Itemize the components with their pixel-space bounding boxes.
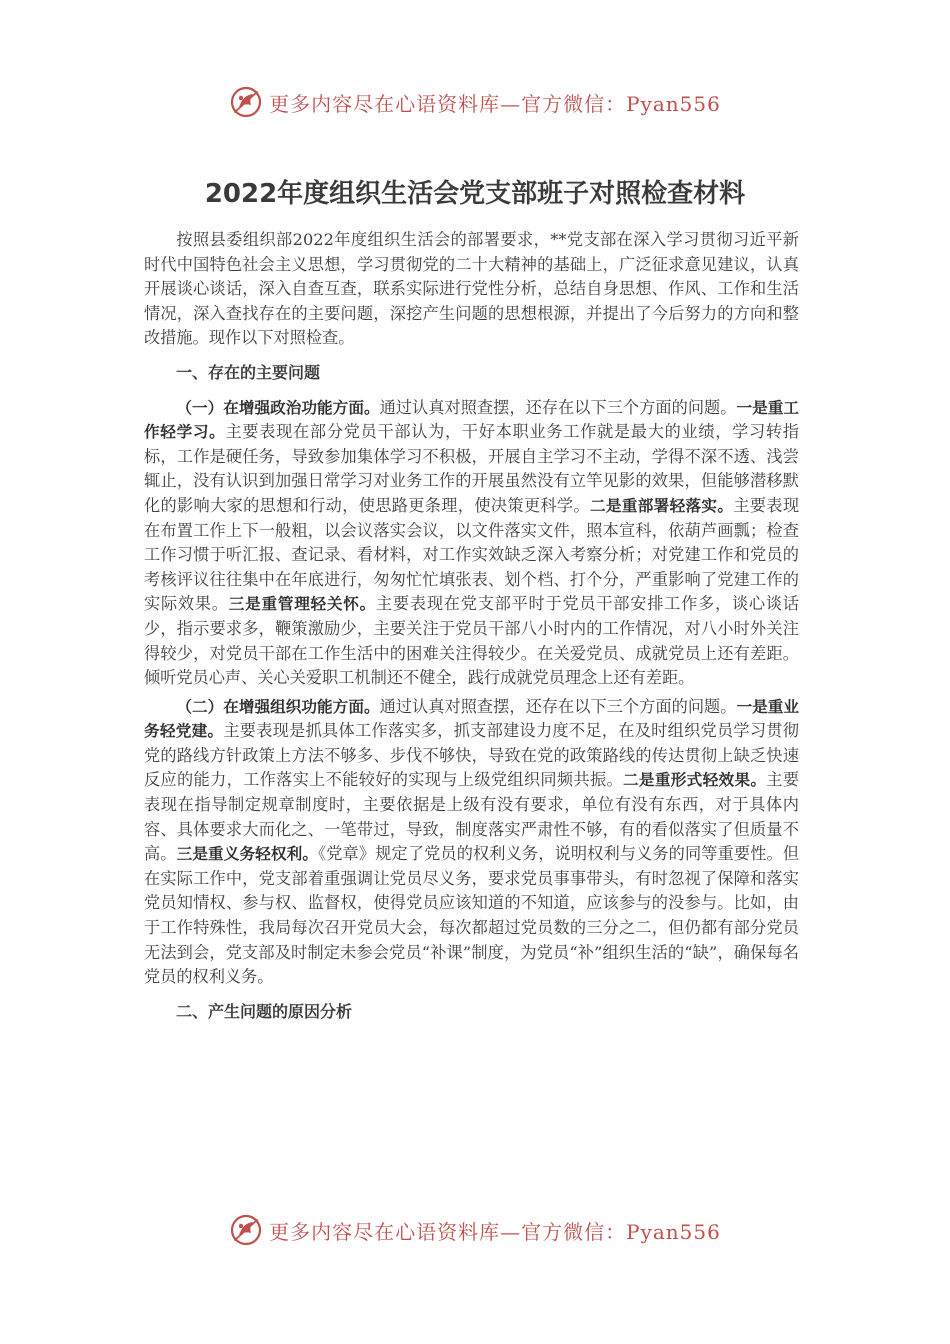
point-title: 三是重管理轻关怀。 [228, 595, 376, 614]
point-text: 主要表现是抓具体工作落实多，抓支部建设力度不足，在及时组织党员学习贯彻党的路线方针政策上方法不够多、步伐不够快，导致在党的政策路线的传达贯彻上缺乏快速反应的能力，工作落实上不能较好的实现与上级党组织同频共振。 [144, 721, 799, 790]
watermark-banner-top [0, 82, 950, 122]
subsection-heading-2: （二）在增强组织功能方面。 [176, 697, 380, 716]
intro-paragraph: 按照县委组织部2022年度组织生活会的部署要求，**党支部在深入学习贯彻习近平新时代中国特色社会主义思想，学习贯彻党的二十大精神的基础上，广泛征求意见建议，认真开展谈心谈话，深入自查互查，联系实际进行党性分析，总结自身思想、作风、工作和生活情况，深入查找存在的主要问题，深挖产生问题的思想根源，并提出了今后努力的方向和整改措施。现作以下对照检查。 [144, 230, 799, 348]
point-text: 《党章》规定了党员的权利义务，说明权利与义务的同等重要性。但在实际工作中，党支部着重强调让党员尽义务，要求党员事事带头，有时忽视了保障和落实党员知情权、参与权、监督权，使得党员应该知道的不知道，应该参与的没参与。比如，由于工作特殊性，我局每次召开党员大会，每次都超过党员数的三分之二，但仍都有部分党员无法到会，党支部及时制定未参会党员“补课”制度，为党员“补”组织生活的“缺”，确保每名党员的权利义务。 [144, 844, 800, 987]
watermark-text: 更多内容尽在心语资料库—官方微信：Pyan556 [269, 1219, 721, 1244]
point-title: 一是重业务轻党建。 [144, 697, 799, 741]
point-title: 一是重工作轻学习。 [144, 398, 799, 442]
subsection-lead-2: 通过认真对照查摆，还存在以下三个方面的问题。 [379, 696, 737, 716]
document-title: 2022年度组织生活会党支部班子对照检查材料 [204, 179, 746, 209]
subsection-paragraph-1 [144, 396, 799, 691]
watermark-text: 更多内容尽在心语资料库—官方微信：Pyan556 [269, 91, 721, 116]
logo-icon [229, 85, 263, 119]
point-text: 主要表现在布置工作上下一般粗，以会议落实会议，以文件落实文件，照本宣科，依葫芦画瓢；检查工作习惯于听汇报、查记录、看材料，对工作实效缺乏深入考察分析；对党建工作和党员的考核评议往往集中在年底进行，匆匆忙忙填张表、划个档、打个分，严重影响了党建工作的实际效果。 [144, 495, 800, 614]
document-body [144, 228, 799, 1034]
point-title: 二是重部署轻落实。 [589, 496, 734, 515]
subsection-lead-1: 通过认真对照查摆，还存在以下三个方面的问题。 [379, 397, 737, 417]
point-text: 主要表现在部分党员干部认为，干好本职业务工作就是最大的业绩，学习转指标，工作是硬任务，导致参加集体学习不积极，开展自主学习不主动，学得不深不透、浅尝辄止，没有认识到加强日常学习对业务工作的开展虽然没有立竿见影的效果，但能够潜移默化的影响大家的思想和行动，使思路更条理，使决策更科学。 [144, 422, 799, 515]
section-heading-2: 二、产生问题的原因分析 [176, 1001, 353, 1021]
subsection-heading-1: （一）在增强政治功能方面。 [176, 398, 380, 417]
point-title: 三是重义务轻权利。 [176, 845, 319, 864]
section-heading-1: 一、存在的主要问题 [176, 362, 321, 382]
subsection-paragraph-2 [144, 695, 799, 990]
point-text: 主要表现在指导制定规章制度时，主要依据是上级有没有要求，单位有没有东西，对于具体内容、具体要求大而化之、一笔带过，导致，制度落实严肃性不够，有的看似落实了但质量不高。 [144, 770, 800, 864]
logo-icon [229, 1213, 263, 1247]
point-text: 主要表现在党支部平时于党员干部安排工作多，谈心谈话少，指示要求多，鞭策激励少，主要关注于党员干部八小时内的工作情况，对八小时外关注得较少，对党员干部在工作生活中的困难关注得较少。在关爱党员、成就党员上还有差距。倾听党员心声、关心关爱职工机制还不健全，践行成就党员理念上还有差距。 [144, 594, 799, 688]
watermark-banner-bottom [0, 1210, 950, 1250]
point-title: 二是重形式轻效果。 [622, 771, 767, 790]
